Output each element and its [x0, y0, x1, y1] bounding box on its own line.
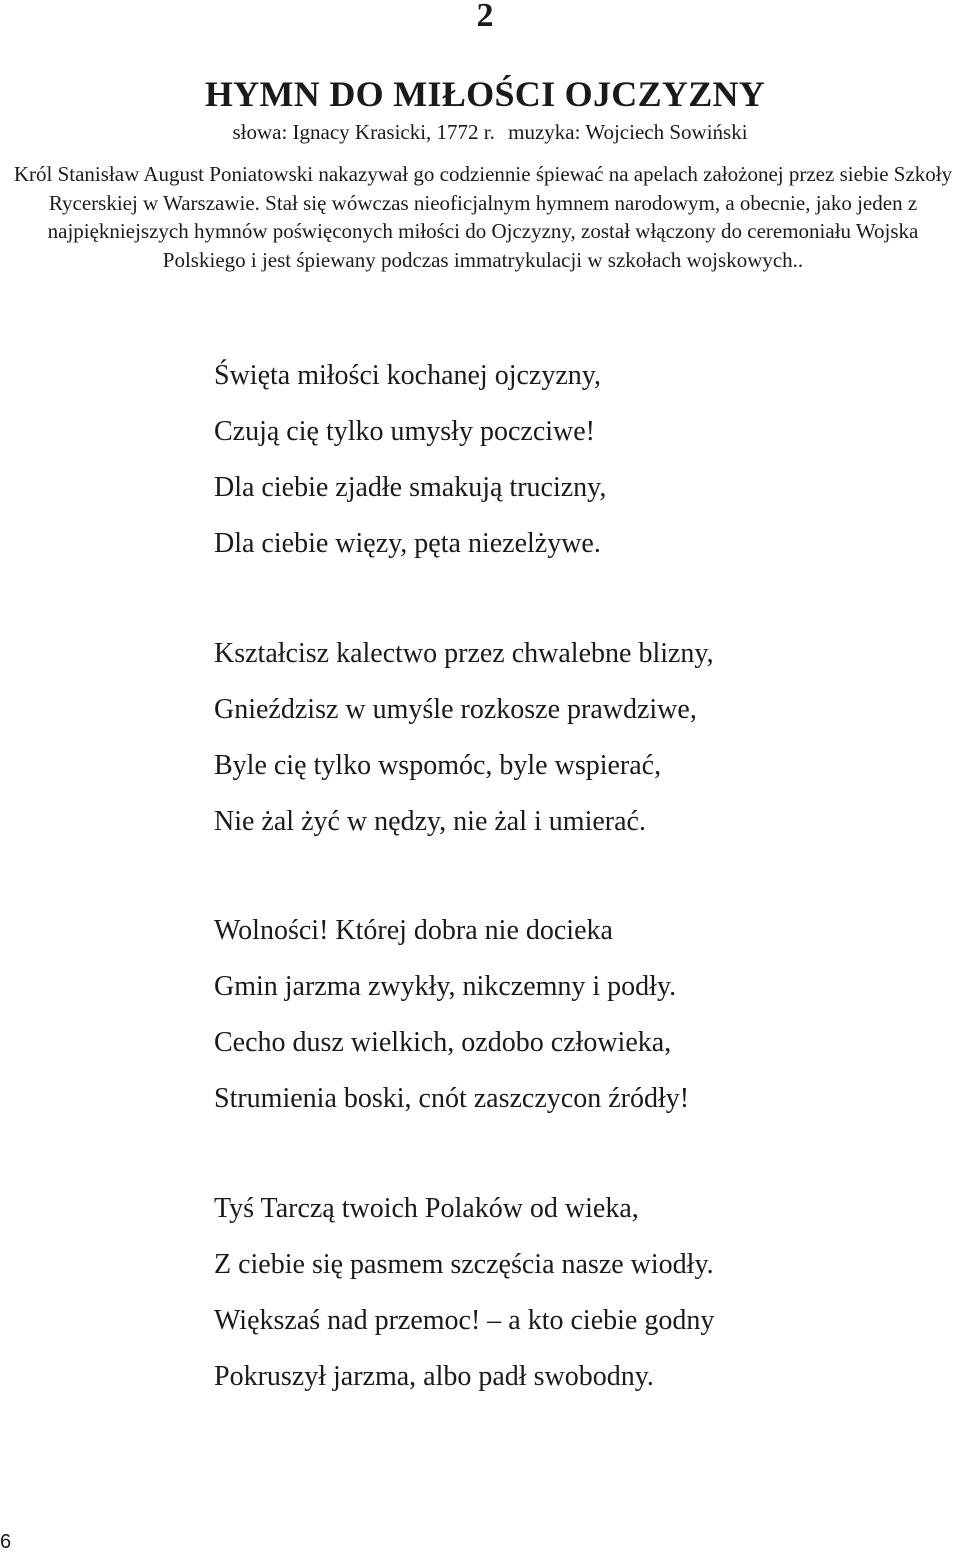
verse-line: Wolności! Której dobra nie docieka [214, 915, 613, 946]
lyrics-credit: słowa: Ignacy Krasicki, 1772 r. [232, 120, 495, 144]
credits [0, 118, 960, 146]
stanza [214, 348, 934, 572]
verse-line: Strumienia boski, cnót zaszczycon źródły! [214, 1083, 690, 1114]
stanza [214, 903, 934, 1127]
stanza [214, 626, 934, 850]
music-credit: muzyka: Wojciech Sowiński [508, 120, 748, 144]
verse-line: Dla ciebie więzy, pęta niezelżywe. [214, 528, 601, 559]
verse-line: Byle cię tylko wspomóc, byle wspierać, [214, 750, 662, 781]
verse-line: Pokruszył jarzma, albo padł swobodny. [214, 1361, 654, 1392]
page-title: HYMN DO MIŁOŚCI OJCZYZNY [204, 74, 766, 114]
verse-line: Z ciebie się pasmem szczęścia nasze wiodły. [214, 1249, 714, 1280]
verse-line: Święta miłości kochanej ojczyzny, [214, 360, 601, 391]
verse-line: Cecho dusz wielkich, ozdobo człowieka, [214, 1027, 672, 1058]
page-number: 6 [0, 1531, 12, 1553]
chapter-number: 2 [476, 0, 494, 34]
verse-line: Dla ciebie zjadłe smakują trucizny, [214, 472, 607, 503]
stanza [214, 1181, 934, 1405]
verse-line: Tyś Tarczą twoich Polaków od wieka, [214, 1193, 639, 1224]
verse-line: Większaś nad przemoc! – a kto ciebie godny [214, 1305, 715, 1336]
verse-line: Gmin jarzma zwykły, nikczemny i podły. [214, 971, 677, 1002]
intro-paragraph: Król Stanisław August Poniatowski nakazywał go codziennie śpiewać na apelach założonej przez siebie Szkoły Rycerskiej w Warszawie. Stał się wówczas nieoficjalnym hymnem narodowym, a obecnie, jako jeden z najpiękniejszych hymnów poświęconych miłości do Ojczyzny, został włączony do ceremoniału Wojska Polskiego i jest śpiewany podczas immatrykulacji w szkołach wojskowych.. [13, 162, 953, 272]
verse-line: Kształcisz kalectwo przez chwalebne blizny, [214, 638, 714, 669]
verse-line: Czują cię tylko umysły poczciwe! [214, 416, 595, 447]
verse-line: Gnieździsz w umyśle rozkosze prawdziwe, [214, 694, 697, 725]
verse-line: Nie żal żyć w nędzy, nie żal i umierać. [214, 806, 646, 837]
